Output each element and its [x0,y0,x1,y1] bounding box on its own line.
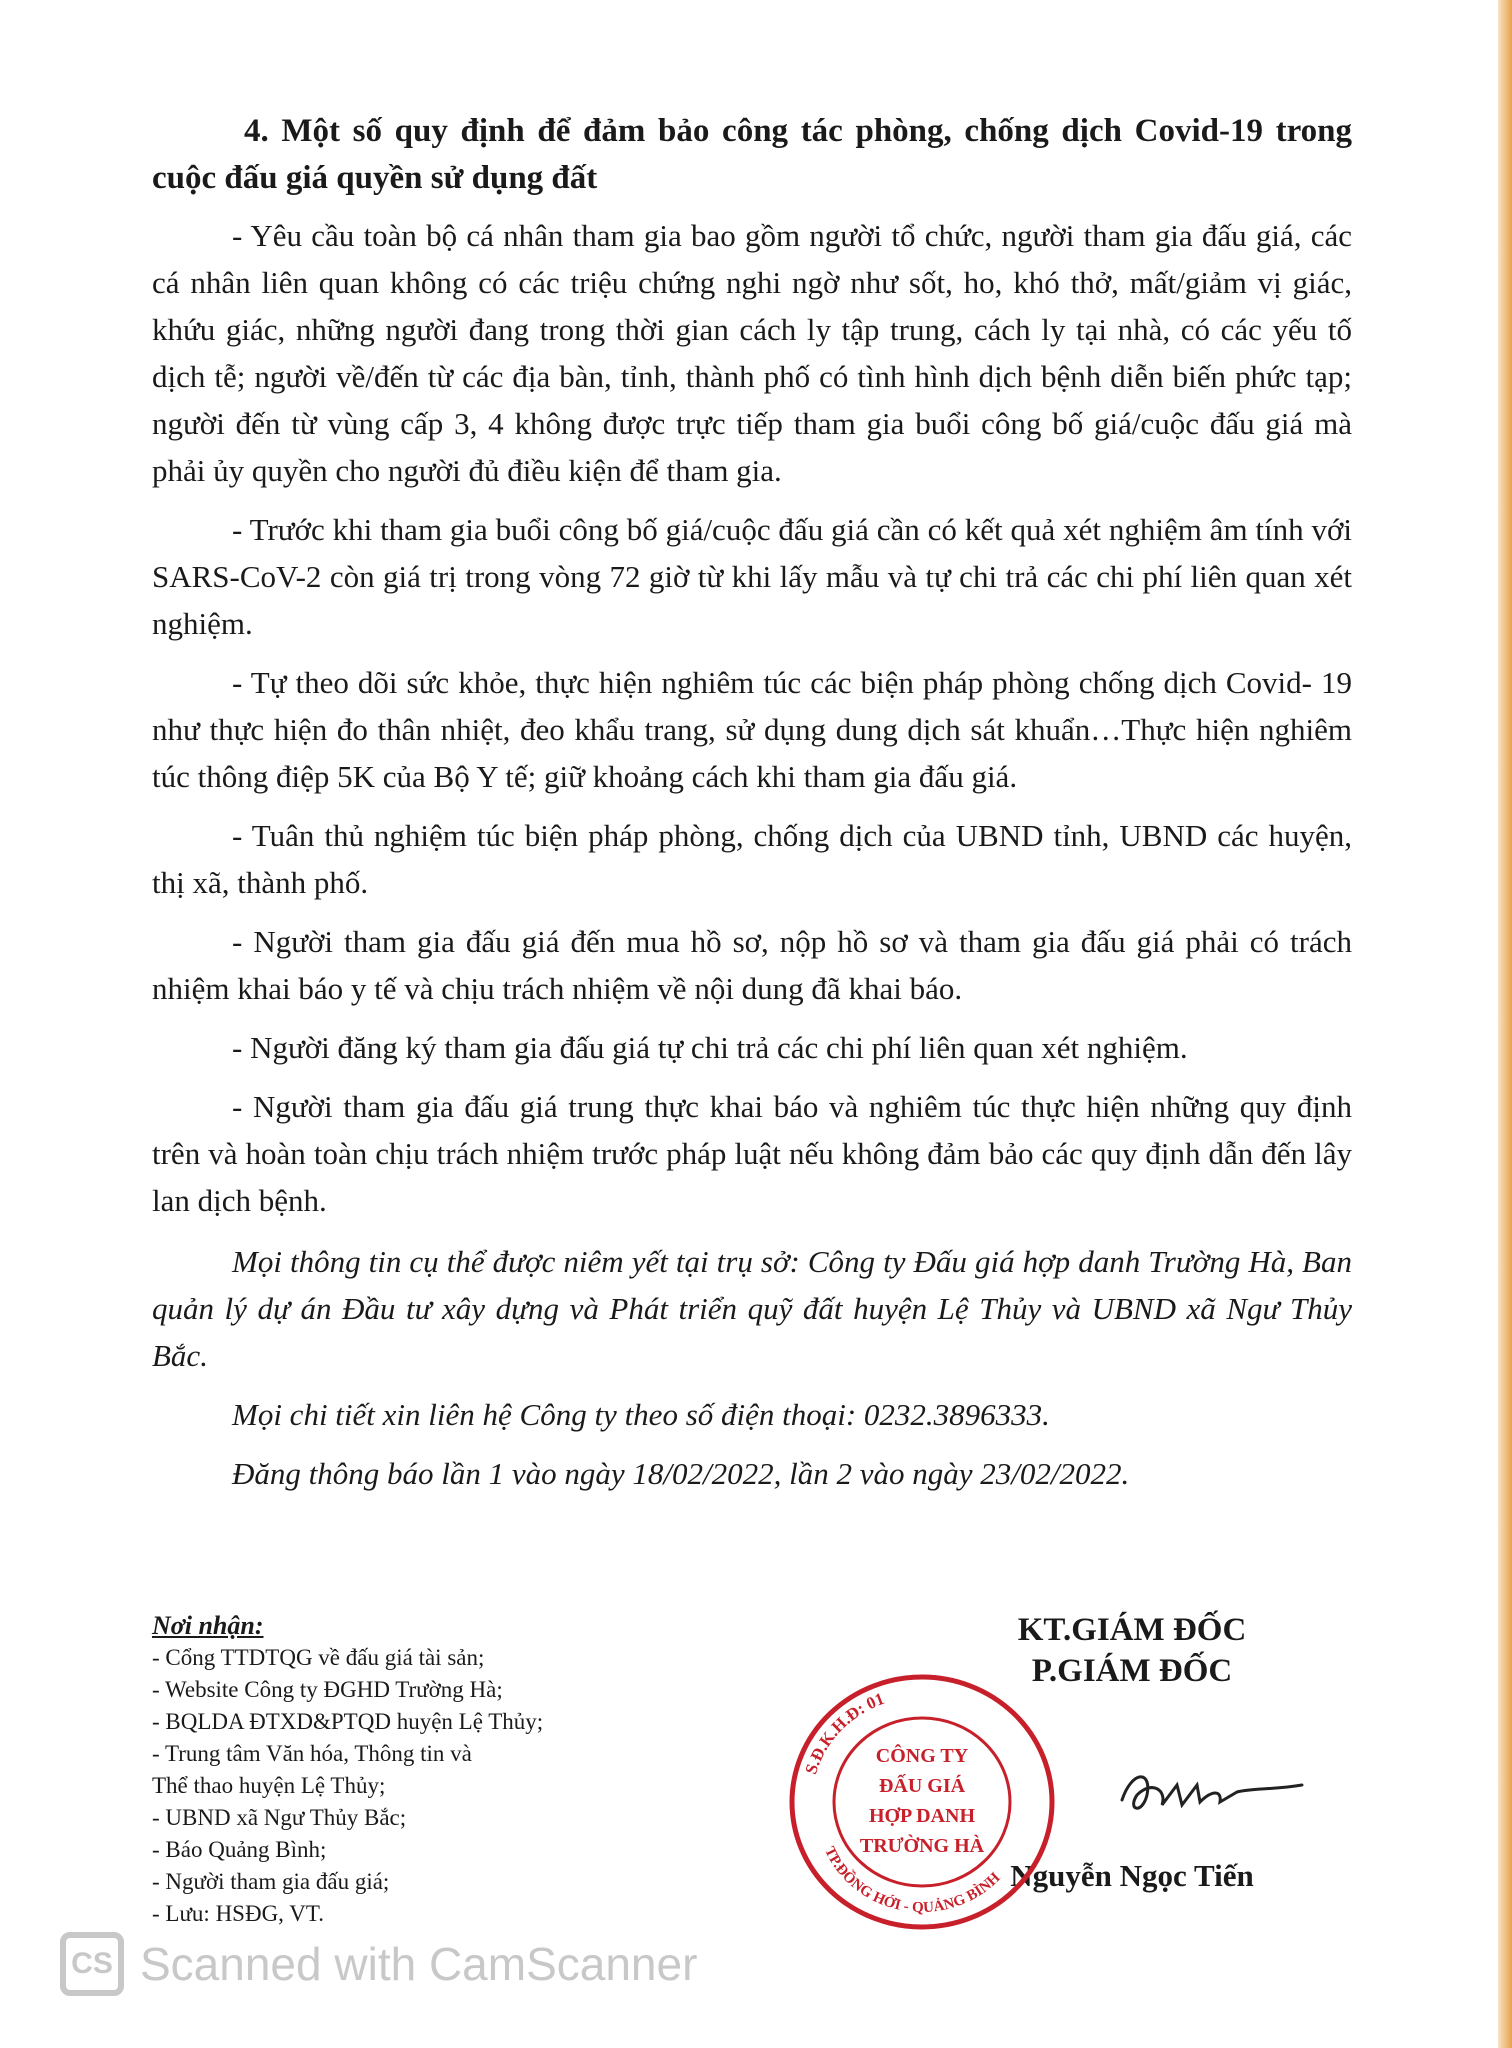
recipients-title: Nơi nhận: [152,1611,264,1640]
recipient-item: - Lưu: HSĐG, VT. [152,1901,324,1926]
info-paragraph: Mọi thông tin cụ thể được niêm yết tại trụ sở: Công ty Đấu giá hợp danh Trường Hà, Ban quản lý dự án Đầu tư xây dựng và Phát triển quỹ đất huyện Lệ Thủy và UBND xã Ngư Thủy Bắc. [152,1244,1352,1373]
section-heading: 4. Một số quy định để đảm bảo công tác phòng, chống dịch Covid-19 trong cuộc đấu giá quyền sử dụng đất [152,113,1352,196]
paragraph: - Tuân thủ nghiệm túc biện pháp phòng, chống dịch của UBND tỉnh, UBND các huyện, thị xã, thành phố. [152,818,1352,900]
document-footer [152,1610,1352,1940]
recipients-list [152,1642,712,1930]
signer-title: KT.GIÁM ĐỐC [1017,1612,1247,1648]
recipient-item: - BQLDA ĐTXD&PTQD huyện Lệ Thủy; [152,1709,544,1734]
camscanner-watermark [60,1928,697,2000]
watermark-text: Scanned with CamScanner [140,1938,698,1990]
seal-line-2: ĐẤU GIÁ [878,1775,966,1797]
recipient-item: Thể thao huyện Lệ Thủy; [152,1773,386,1798]
recipients-block [152,1610,712,1930]
announcement-dates: Đăng thông báo lần 1 vào ngày 18/02/2022, lần 2 vào ngày 23/02/2022. [232,1456,1130,1491]
seal-line-3: HỢP DANH [868,1805,976,1827]
recipient-item: - Trung tâm Văn hóa, Thông tin và [152,1741,472,1766]
handwritten-signature [1112,1750,1312,1830]
seal-outer-top: S.Đ.K.H.Đ: 01 [801,1688,887,1777]
recipient-item: - UBND xã Ngư Thủy Bắc; [152,1805,407,1830]
paragraph: - Người tham gia đấu giá đến mua hồ sơ, nộp hồ sơ và tham gia đấu giá phải có trách nhiệm khai báo y tế và chịu trách nhiệm về nội dung đã khai báo. [152,924,1352,1006]
recipient-item: - Cổng TTDTQG về đấu giá tài sản; [152,1645,485,1670]
recipient-item: - Website Công ty ĐGHD Trường Hà; [152,1677,503,1702]
recipient-item: - Người tham gia đấu giá; [152,1869,390,1894]
camscanner-logo-icon: CS [60,1932,124,1996]
page-edge [1498,0,1512,2048]
paragraph: - Người tham gia đấu giá trung thực khai báo và nghiêm túc thực hiện những quy định trên và hoàn toàn chịu trách nhiệm trước pháp luật nếu không đảm bảo các quy định dẫn đến lây lan dịch bệnh. [152,1089,1352,1218]
company-seal-stamp [772,1662,1072,1942]
paragraph: - Tự theo dõi sức khỏe, thực hiện nghiêm túc các biện pháp phòng chống dịch Covid- 19 như thực hiện đo thân nhiệt, đeo khẩu trang, sử dụng dung dịch sát khuẩn…Thực hiện nghiêm túc thông điệp 5K của Bộ Y tế; giữ khoảng cách khi tham gia đấu giá. [152,665,1352,794]
signer-name: Nguyễn Ngọc Tiến [1010,1858,1254,1893]
paragraph: - Yêu cầu toàn bộ cá nhân tham gia bao gồm người tổ chức, người tham gia đấu giá, các cá nhân liên quan không có các triệu chứng nghi ngờ như sốt, ho, khó thở, mất/giảm vị giác, khứu giác, những người đang trong thời gian cách ly tập trung, cách ly tại nhà, có các yếu tố dịch tễ; người về/đến từ các địa bàn, tỉnh, thành phố có tình hình dịch bệnh diễn biến phức tạp; người đến từ vùng cấp 3, 4 không được trực tiếp tham gia buổi công bố giá/cuộc đấu giá mà phải ủy quyền cho người đủ điều kiện để tham gia. [152,218,1352,488]
seal-line-4: TRƯỜNG HÀ [859,1835,985,1857]
contact-paragraph: Mọi chi tiết xin liên hệ Công ty theo số điện thoại: 0232.3896333. [232,1397,1050,1432]
document-body [152,108,1352,1509]
seal-line-1: CÔNG TY [875,1745,969,1767]
paragraph: - Người đăng ký tham gia đấu giá tự chi trả các chi phí liên quan xét nghiệm. [232,1030,1188,1065]
seal-outer-bottom: TP.ĐỒNG HỚI - QUẢNG BÌNH [820,1844,1004,1917]
recipient-item: - Báo Quảng Bình; [152,1837,327,1862]
signer-subtitle: P.GIÁM ĐỐC [1031,1653,1233,1689]
paragraph: - Trước khi tham gia buổi công bố giá/cuộc đấu giá cần có kết quả xét nghiệm âm tính với SARS-CoV-2 còn giá trị trong vòng 72 giờ từ khi lấy mẫu và tự chi trả các chi phí liên quan xét nghiệm. [152,512,1352,641]
